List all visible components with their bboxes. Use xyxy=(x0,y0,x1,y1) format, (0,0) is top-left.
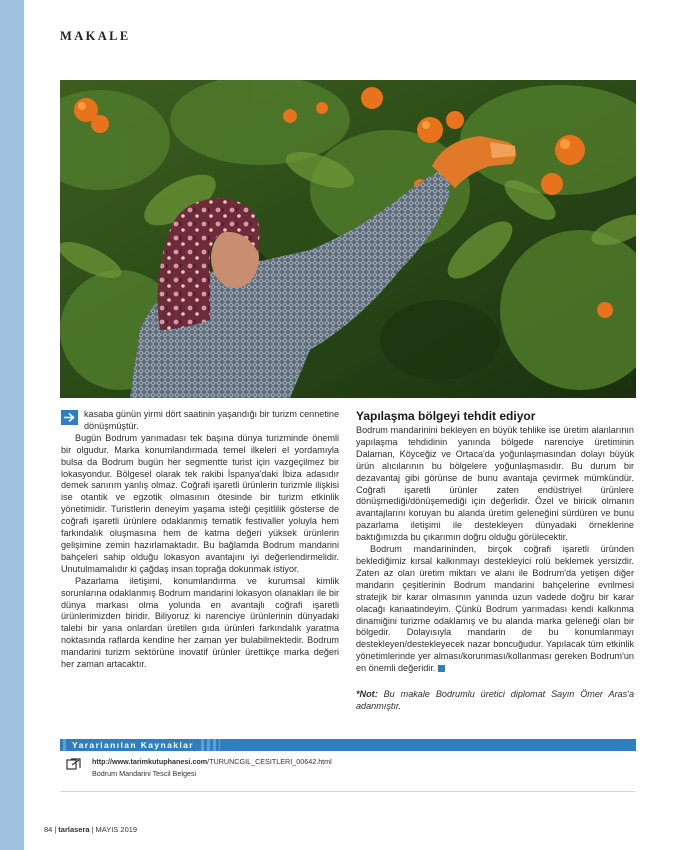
sources-title: Yararlanılan Kaynaklar xyxy=(68,739,198,751)
sources-header-bar xyxy=(60,739,636,751)
left-text-column xyxy=(61,409,339,671)
left-color-band xyxy=(0,0,24,850)
article-photo xyxy=(60,80,636,398)
note-label: *Not: xyxy=(356,689,378,700)
magazine-name: tarlasera xyxy=(58,825,90,834)
right-text-column xyxy=(356,409,634,713)
page-number: 84 xyxy=(44,825,53,834)
source-link[interactable] xyxy=(92,757,332,766)
sources-box xyxy=(60,739,636,792)
note-text: Bu makale Bodrumlu üretici diplomat Sayın Ömer Aras'a adanmıştır. xyxy=(356,689,634,711)
section-heading: Yapılaşma bölgeyi tehdit ediyor xyxy=(356,409,536,423)
issue-date: MAYIS 2019 xyxy=(95,825,138,834)
paragraph: Bugün Bodrum yarımadası tek başına dünya turizminde önemli bir olgudur. Marka konumlandırmada temel ilkeleri el yordamıyla bulsa da Bodrum bugün her segmentte turist için vazgeçilmez bir lokasyondur. Bölgesel olarak tek rakibi İspanya'daki İbiza adasıdır demek sanırım yanlış olmaz. Coğrafi işaretli ürünlerin turizmle ilişkisi ise otantik ve egzotik olmasının ötesinde bir turizm etkinlik yönetimidir. Turistlerin deneyim yaşama isteği çeşitlilik gösterse de coğrafi işaretli ürünlere odaklanmış tematik festivaller yoluyla hem farkındalık oluşmasına hem de katma değeri yüksek ürünlerin gelişimine zemin hazırlamaktadır. Bu bağlamda Bodrum mandarini bahçeleri sahip olduğu lokasyon avantajını iyi değerlendirmelidir. Unutulmamalıdır ki çağdaş insan toprağa dokunmak istiyor. xyxy=(61,432,339,574)
paragraph: kasaba günün yirmi dört saatinin yaşandığı bir turizm cennetine dönüşmüştür. xyxy=(84,409,339,431)
paragraph: Pazarlama iletişimi, konumlandırma ve kurumsal kimlik sorunlarına odaklanmış Bodrum mandarini lokasyon olanakları ile bir dünya markası olma yolunda en avantajlı coğrafi işaretli ürünlerimizden biridir. Biliyoruz ki narenciye ürünlerinin dünyadaki talebi bir yana onlardan üretilen gıda ürünleri farkındalık yaratma noktasında raflarda kendine her zaman yer bulabilmektedir. Bodrum mandarini turizm sektörüne inovatif ürünler ürettikçe marka değeri her zaman artacaktır. xyxy=(61,575,339,670)
dedication-note xyxy=(356,689,634,713)
footer-separator: | xyxy=(54,825,57,834)
footer-separator: | xyxy=(91,825,94,834)
source-description: Bodrum Mandarini Tescil Belgesi xyxy=(92,769,197,778)
section-label: MAKALE xyxy=(60,29,131,43)
paragraph-last xyxy=(356,544,634,675)
source-url-path[interactable]: /TURUNCGIL_CESITLERI_00642.html xyxy=(207,757,332,766)
end-mark-icon xyxy=(438,665,445,672)
paragraph: Bodrum mandarinini bekleyen en büyük tehlike ise üretim alanlarının yapılaşma tehdidinin yanında bölgede narenciye üretiminin Dalaman, Köyceğiz ve Ortaca'da yoğunlaşmasından dolayı büyük ürün alıcılarının bu bölgelere yoğunlaşmasıdır. Bu durum bir dezavantaj gibi görünse de bunu avantaja çevirmek mümkündür. Coğrafi işaretli ürünler zaten endüstriyel ürünlere dönüşmediği/dönüşemediği için değerlidir. Özel ve biricik olmanın avantajlarını koruyan bu alanda üretim geleneğini sürdüren ve bunu pazarlama iletişimi ile destekleyen dünyadaki örneklerine baktığımızda bu çıkarımın doğru olduğu görülecektir. xyxy=(356,425,634,543)
arrow-right-icon xyxy=(61,410,78,425)
paragraph-text: Bodrum mandarininden, birçok coğrafi işaretli üründen beklediğimiz kırsal kalkınmayı destekleyici rolü beklemek yersizdir. Zaten az olan üretim miktarı ve alanı ile Bodrum'da yetişen diğer mandarin çeşitlerinin Bodrum mandarini bahçelerine evrilmesi stratejik bir karar olmasının yanında uzun vadede doğru bir karar olacağı kanaatindeyim. Çünkü Bodrum yarımadası kendi kalkınma dinamiğini turizme odaklamış ve bu alanda marka geleneği olan bir bölgedir. Dolayısıyla mandarin de bu konumlanmayı destekleyen/destekleyecek nazar boncuğudur. Yapılacak tüm etkinlik yönetimlerinde yer alması/korunması/kollanması gereken Bodrum'un en önemli değeridir. xyxy=(356,544,634,674)
source-url-domain[interactable]: http://www.tarimkutuphanesi.com xyxy=(92,757,208,766)
page-footer xyxy=(44,825,137,834)
link-icon xyxy=(66,757,82,776)
